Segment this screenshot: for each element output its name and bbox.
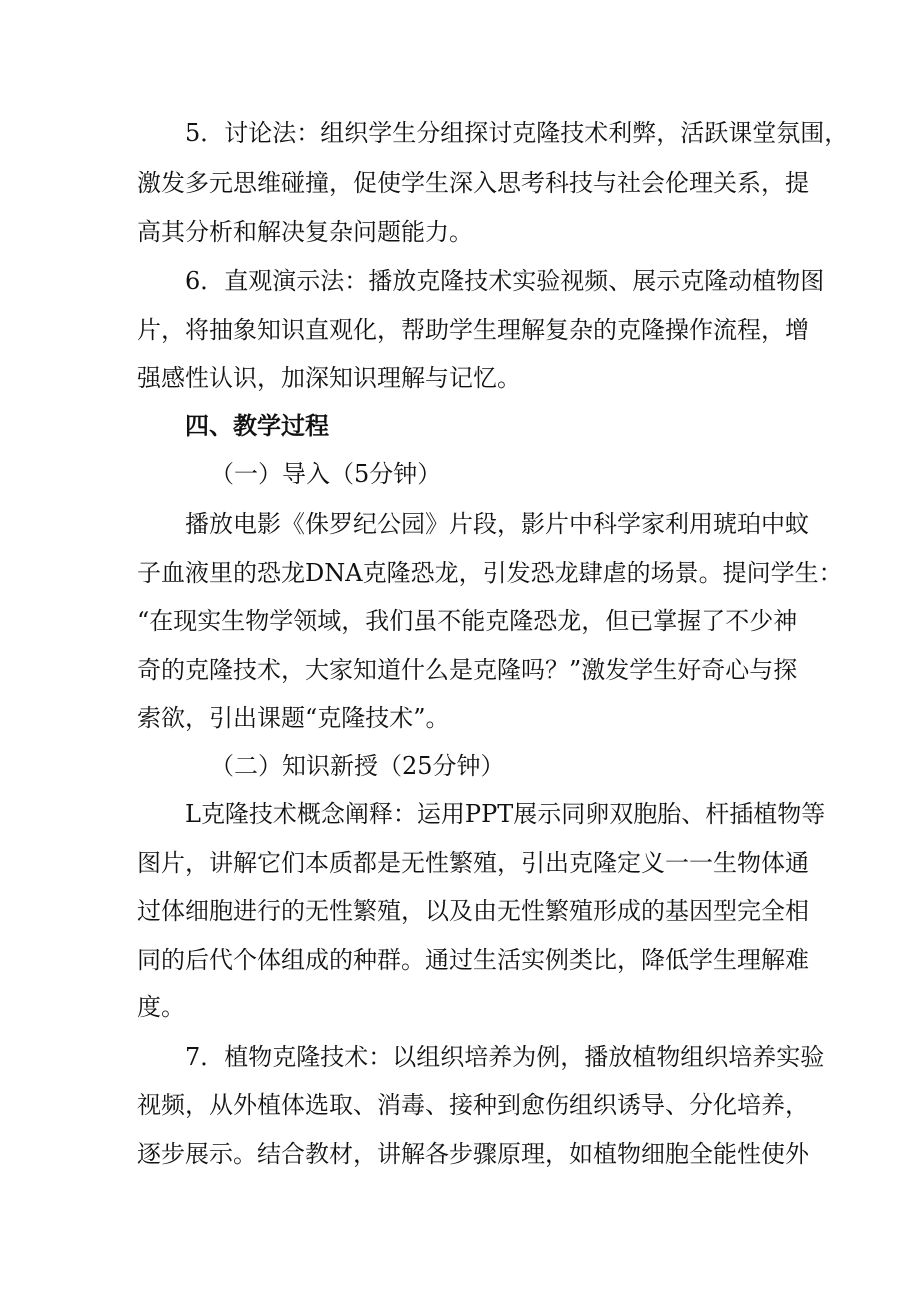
- concept-line-4: 同的后代个体组成的种群。通过生活实例类比，降低学生理解难: [137, 946, 809, 974]
- section-4-heading: 四、教学过程: [185, 411, 329, 440]
- paragraph-6-line-3: 强感性认识，加深知识理解与记忆。: [137, 364, 521, 392]
- intro-line-5: 索欲，引出课题“克隆技术”。: [137, 704, 450, 732]
- paragraph-5-line-1: 5．讨论法：组织学生分组探讨克隆技术利弊，活跃课堂氛围，: [185, 119, 849, 147]
- intro-line-3: “在现实生物学领域，我们虽不能克隆恐龙，但已掌握了不少神: [137, 607, 798, 635]
- paragraph-7-line-2: 视频，从外植体选取、消毒、接种到愈伤组织诱导、分化培养，: [137, 1091, 809, 1119]
- paragraph-7-line-1: 7．植物克隆技术：以组织培养为例，播放植物组织培养实验: [185, 1043, 825, 1071]
- concept-line-2: 图片，讲解它们本质都是无性繁殖，引出克隆定义一一生物体通: [137, 849, 809, 877]
- intro-line-1: 播放电影《侏罗纪公园》片段，影片中科学家利用琥珀中蚊: [185, 510, 809, 538]
- intro-line-2: 子血液里的恐龙DNA克隆恐龙，引发恐龙肆虐的场景。提问学生：: [137, 559, 843, 587]
- paragraph-5-line-2: 激发多元思维碰撞，促使学生深入思考科技与社会伦理关系，提: [137, 169, 809, 197]
- concept-line-5: 度。: [137, 993, 185, 1021]
- paragraph-5-line-3: 高其分析和解决复杂问题能力。: [137, 218, 473, 246]
- subsection-1-heading: （一）导入（5分钟）: [210, 460, 442, 488]
- paragraph-6-line-1: 6．直观演示法：播放克隆技术实验视频、展示克隆动植物图: [185, 267, 825, 295]
- intro-line-4: 奇的克隆技术，大家知道什么是克隆吗？”激发学生好奇心与探: [137, 656, 798, 684]
- paragraph-6-line-2: 片，将抽象知识直观化，帮助学生理解复杂的克隆操作流程，增: [137, 316, 809, 344]
- concept-line-3: 过体细胞进行的无性繁殖，以及由无性繁殖形成的基因型完全相: [137, 897, 809, 925]
- paragraph-7-line-3: 逐步展示。结合教材，讲解各步骤原理，如植物细胞全能性使外: [137, 1140, 809, 1168]
- subsection-2-heading: （二）知识新授（25分钟）: [210, 752, 505, 780]
- concept-line-1: L克隆技术概念阐释：运用PPT展示同卵双胞胎、杆插植物等: [185, 800, 826, 828]
